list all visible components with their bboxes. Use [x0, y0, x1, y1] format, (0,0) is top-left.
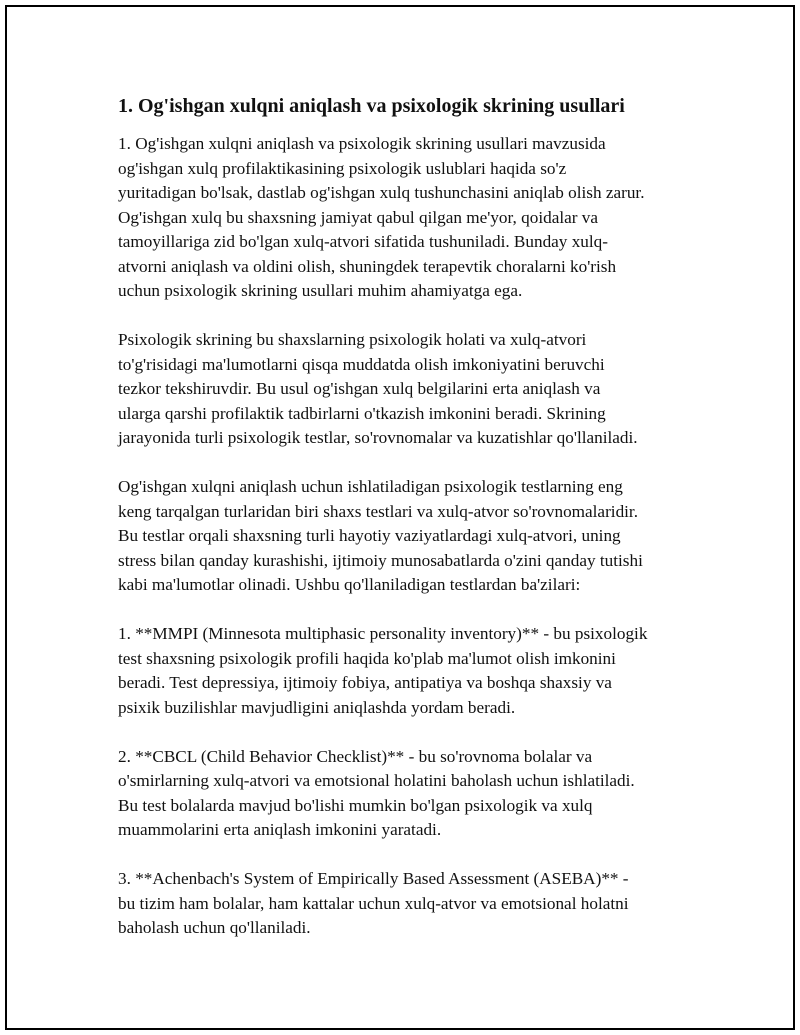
text-line: muammolarini erta aniqlash imkonini yaratadi.: [118, 820, 442, 839]
document-body: [118, 92, 703, 965]
text-line: beradi. Test depressiya, ijtimoiy fobiya, antipatiya va boshqa shaxsiy va: [118, 673, 612, 692]
text-line: keng tarqalgan turlaridan biri shaxs testlari va xulq-atvor so'rovnomalaridir.: [118, 501, 639, 521]
text-line: 1. **MMPI (Minnesota multiphasic personality inventory)** - bu psixologik: [118, 624, 648, 643]
text-line: Og'ishgan xulq bu shaxsning jamiyat qabul qilgan me'yor, qoidalar va: [118, 207, 598, 227]
text-line: 1. Og'ishgan xulqni aniqlash va psixologik skrining usullari mavzusida: [118, 134, 606, 153]
text-line: bu tizim ham bolalar, ham kattalar uchun xulq-atvor va emotsional holatni: [118, 893, 629, 913]
text-line: jarayonida turli psixologik testlar, so'rovnomalar va kuzatishlar qo'llaniladi.: [118, 428, 638, 447]
list-item-aseba: [118, 867, 703, 941]
text-line: 3. **Achenbach's System of Empirically Based Assessment (ASEBA)** -: [118, 869, 629, 888]
paragraph-tests: [118, 475, 703, 598]
text-line: yuritadigan bo'lsak, dastlab og'ishgan xulq tushunchasini aniqlab olish zarur.: [118, 183, 645, 202]
text-line: baholash uchun qo'llaniladi.: [118, 918, 311, 937]
paragraph-intro: [118, 132, 703, 304]
list-item-cbcl: [118, 745, 703, 843]
text-line: Bu test bolalarda mavjud bo'lishi mumkin bo'lgan psixologik va xulq: [118, 795, 593, 815]
text-line: og'ishgan xulq profilaktikasining psixologik uslublari haqida so'z: [118, 158, 567, 178]
text-line: tezkor tekshiruvdir. Bu usul og'ishgan xulq belgilarini erta aniqlash va: [118, 379, 601, 398]
text-line: tamoyillariga zid bo'lgan xulq-atvori sifatida tushuniladi. Bunday xulq-: [118, 232, 608, 251]
paragraph-screening: [118, 328, 703, 451]
list-item-mmpi: [118, 622, 703, 720]
text-line: 2. **CBCL (Child Behavior Checklist)** - bu so'rovnoma bolalar va: [118, 746, 593, 766]
text-line: atvorni aniqlash va oldini olish, shuningdek terapevtik choralarni ko'rish: [118, 256, 617, 276]
document-title: 1. Og'ishgan xulqni aniqlash va psixologik skrining usullari: [118, 95, 625, 117]
text-line: psixik buzilishlar mavjudligini aniqlashda yordam beradi.: [118, 697, 516, 717]
text-line: Bu testlar orqali shaxsning turli hayotiy vaziyatlardagi xulq-atvori, uning: [118, 526, 621, 545]
text-line: to'g'risidagi ma'lumotlarni qisqa muddatda olish imkoniyatini beruvchi: [118, 354, 605, 374]
text-line: stress bilan qanday kurashishi, ijtimoiy munosabatlarda o'zini qanday tutishi: [118, 550, 643, 570]
text-line: Og'ishgan xulqni aniqlash uchun ishlatiladigan psixologik testlarning eng: [118, 477, 623, 496]
text-line: kabi ma'lumotlar olinadi. Ushbu qo'llaniladigan testlardan ba'zilari:: [118, 575, 581, 594]
text-line: Psixologik skrining bu shaxslarning psixologik holati va xulq-atvori: [118, 330, 587, 349]
text-line: o'smirlarning xulq-atvori va emotsional holatini baholash uchun ishlatiladi.: [118, 771, 635, 790]
text-line: ularga qarshi profilaktik tadbirlarni o'tkazish imkonini beradi. Skrining: [118, 403, 606, 423]
text-line: uchun psixologik skrining usullari muhim ahamiyatga ega.: [118, 281, 523, 300]
text-line: test shaxsning psixologik profili haqida ko'plab ma'lumot olish imkonini: [118, 648, 616, 668]
